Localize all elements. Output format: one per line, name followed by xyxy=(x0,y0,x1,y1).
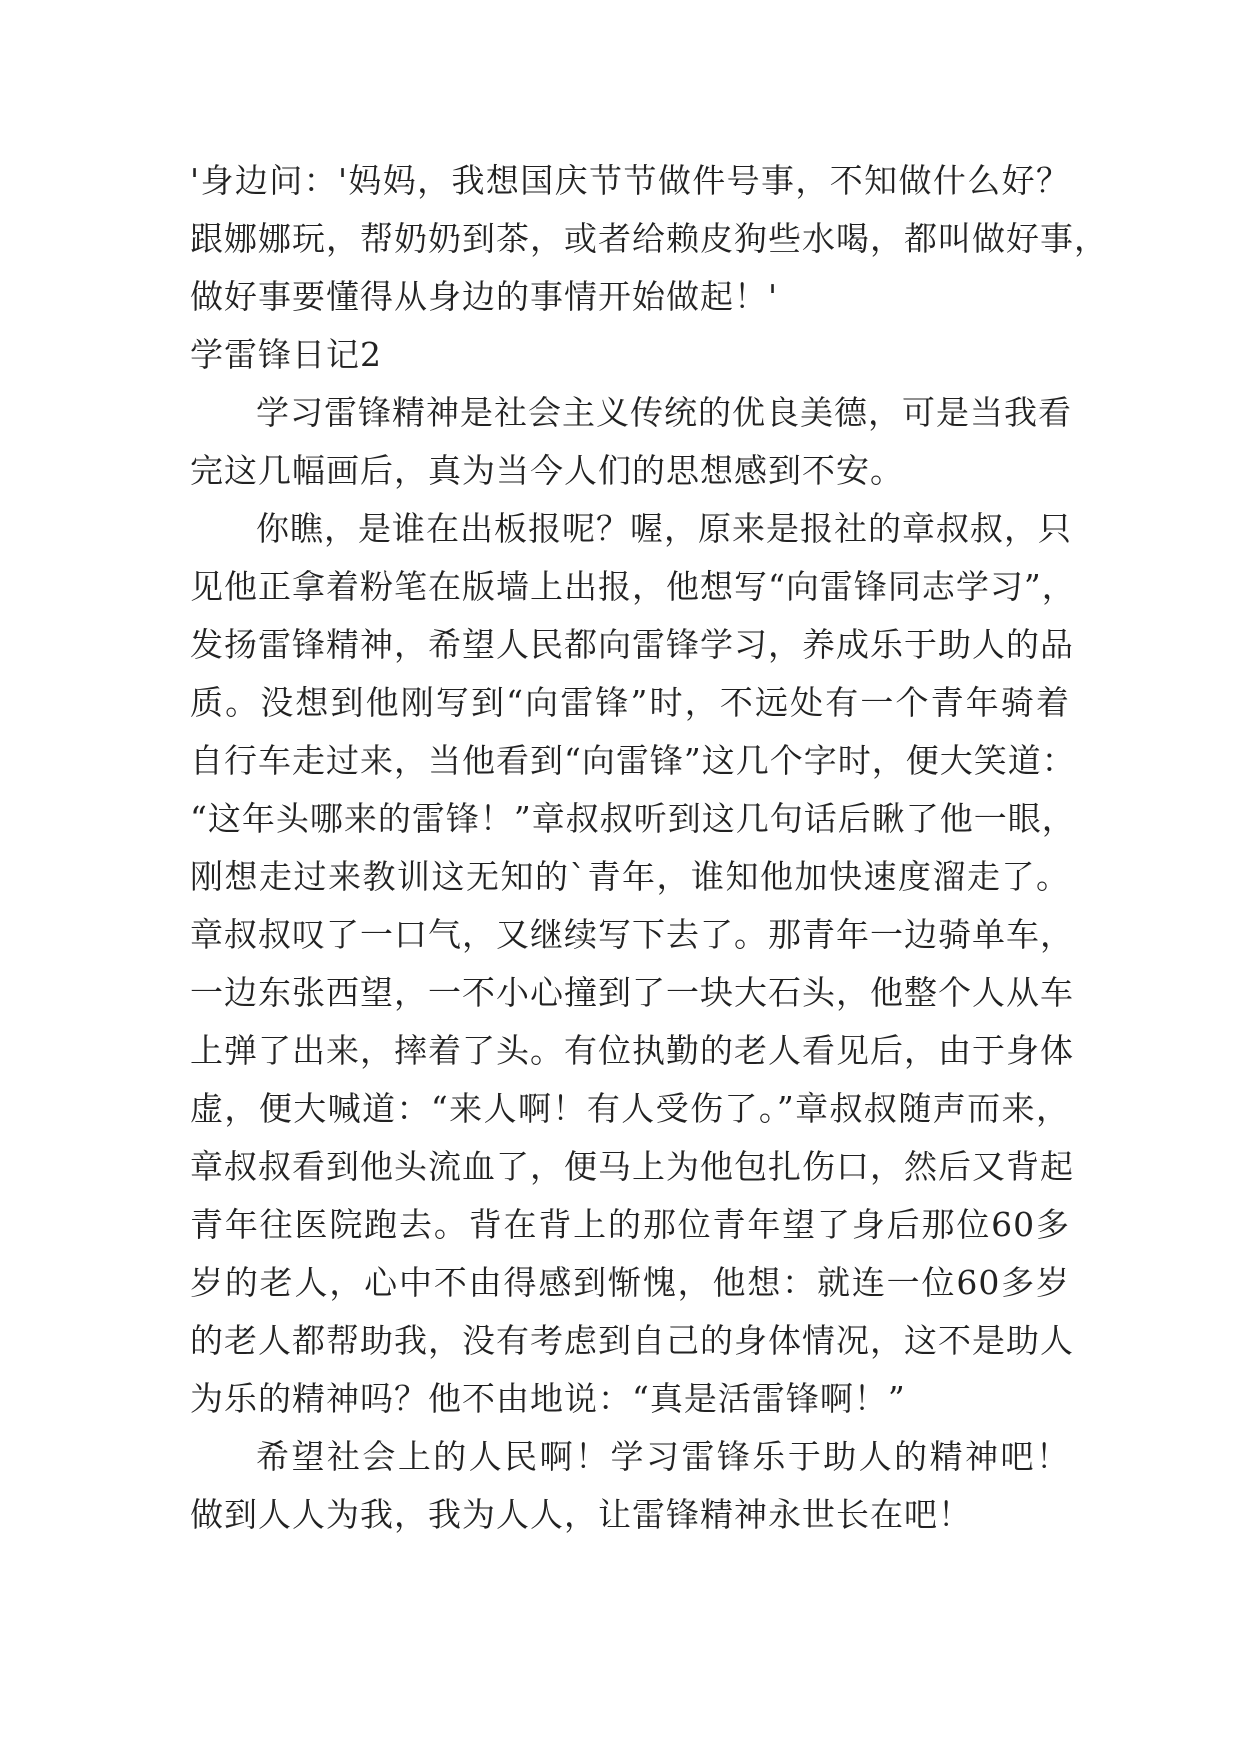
text-line-12: “这年头哪来的雷锋！”章叔叔听到这几句话后瞅了他一眼， xyxy=(190,799,1076,838)
text-line-7: 你瞧，是谁在出板报呢？喔，原来是报社的章叔叔，只 xyxy=(256,509,1072,548)
text-line-20: 岁的老人，心中不由得感到惭愧，他想：就连一位60多岁 xyxy=(190,1263,1070,1302)
text-line-5: 学习雷锋精神是社会主义传统的优良美德，可是当我看 xyxy=(256,393,1072,432)
document-body xyxy=(190,152,1108,1544)
text-line-3: 做好事要懂得从身边的事情开始做起！' xyxy=(190,277,779,316)
text-line-8: 见他正拿着粉笔在版墙上出报，他想写“向雷锋同志学习”， xyxy=(190,567,1076,606)
text-line-14: 章叔叔叹了一口气，又继续写下去了。那青年一边骑单车， xyxy=(190,915,1074,954)
text-line-17: 虚，便大喊道：“来人啊！有人受伤了。”章叔叔随声而来， xyxy=(190,1089,1070,1128)
text-line-1: '身边问：'妈妈，我想国庆节节做件号事，不知做什么好？ xyxy=(190,161,1070,200)
text-line-2: 跟娜娜玩，帮奶奶到茶，或者给赖皮狗些水喝，都叫做好事， xyxy=(190,219,1108,258)
section-heading: 学雷锋日记2 xyxy=(190,335,382,374)
text-line-15: 一边东张西望，一不小心撞到了一块大石头，他整个人从车 xyxy=(190,973,1074,1012)
text-line-19: 青年往医院跑去。背在背上的那位青年望了身后那位60多 xyxy=(190,1205,1070,1244)
text-line-22: 为乐的精神吗？他不由地说：“真是活雷锋啊！” xyxy=(190,1379,906,1418)
text-line-9: 发扬雷锋精神，希望人民都向雷锋学习，养成乐于助人的品 xyxy=(190,625,1074,664)
text-line-21: 的老人都帮助我，没有考虑到自己的身体情况，这不是助人 xyxy=(190,1321,1074,1360)
text-line-23: 希望社会上的人民啊！学习雷锋乐于助人的精神吧！ xyxy=(256,1437,1070,1476)
text-line-16: 上弹了出来，摔着了头。有位执勤的老人看见后，由于身体 xyxy=(190,1031,1074,1070)
text-line-24: 做到人人为我，我为人人，让雷锋精神永世长在吧！ xyxy=(190,1495,972,1534)
text-line-6: 完这几幅画后，真为当今人们的思想感到不安。 xyxy=(190,451,904,490)
text-line-13: 刚想走过来教训这无知的`青年，谁知他加快速度溜走了。 xyxy=(190,857,1070,896)
text-line-10: 质。没想到他刚写到“向雷锋”时，不远处有一个青年骑着 xyxy=(190,683,1070,722)
text-line-18: 章叔叔看到他头流血了，便马上为他包扎伤口，然后又背起 xyxy=(190,1147,1074,1186)
text-line-11: 自行车走过来，当他看到“向雷锋”这几个字时，便大笑道： xyxy=(190,741,1076,780)
